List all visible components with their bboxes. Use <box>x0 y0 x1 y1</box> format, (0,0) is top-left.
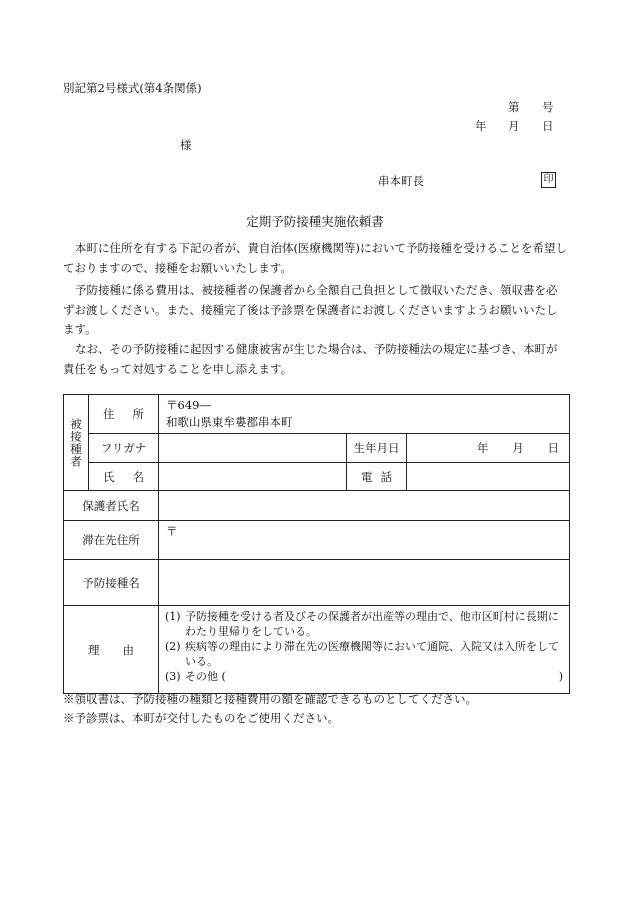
phone-label-a: 電 <box>361 469 373 484</box>
address-label-cell <box>89 395 159 434</box>
reason-number: (2) <box>165 640 181 653</box>
birthdate-label: 生年月日 <box>347 434 407 463</box>
vaccine-label: 予防接種名 <box>64 560 159 606</box>
number-go: 号 <box>542 100 554 114</box>
phone-label-b: 話 <box>380 469 392 484</box>
form-label: 別記第2号様式(第4条関係) <box>63 81 202 95</box>
reason-option[interactable] <box>165 609 563 639</box>
date-month: 月 <box>508 119 520 133</box>
phone-field[interactable] <box>407 463 570 491</box>
birthdate-year: 年 <box>476 441 489 455</box>
reason-label-cell <box>64 606 159 694</box>
stay-address-label: 滞在先住所 <box>64 521 159 560</box>
postal-prefix: 〒649― <box>166 398 211 412</box>
seal-mark: 印 <box>541 172 556 188</box>
paragraph-liability: なお、その予防接種に起因する健康被害が生じた場合は、予防接種法の規定に基づき、本町が責任をもって対処することを申し添えます。 <box>63 342 558 376</box>
address-value: 和歌山県東牟婁郡串本町 <box>166 415 293 429</box>
phone-label-cell <box>347 463 407 491</box>
note-receipt: ※領収書は、予防接種の種類と接種費用の額を確認できるものとしてください。 <box>63 692 477 706</box>
recipient-suffix: 様 <box>180 138 192 152</box>
guardian-field[interactable] <box>159 491 570 521</box>
guardian-label: 保護者氏名 <box>64 491 159 521</box>
name-field[interactable] <box>159 463 347 491</box>
stay-address-field[interactable] <box>159 521 570 560</box>
vaccine-field[interactable] <box>159 560 570 606</box>
address-label-b: 所 <box>132 407 144 421</box>
address-label-a: 住 <box>103 407 115 421</box>
reason-other-close: ) <box>558 670 564 683</box>
date-day: 日 <box>542 119 554 133</box>
subject-group-cell <box>64 395 89 491</box>
address-field[interactable] <box>159 395 570 434</box>
issuer-name: 串本町長 <box>378 174 424 188</box>
reason-option[interactable] <box>165 639 563 669</box>
reason-number: (1) <box>165 610 181 623</box>
note-questionnaire: ※予診票は、本町が交付したものをご使用ください。 <box>63 711 339 725</box>
reason-number: (3) <box>165 670 181 683</box>
name-label-b: 名 <box>132 469 144 484</box>
reason-other-input[interactable] <box>226 669 559 684</box>
paragraph-fees: 予防接種に係る費用は、被接種者の保護者から全額自己負担として徴収いただき、領収書を必ずお渡しください。また、接種完了後は予診票を保護者にお渡しくださいますようお願いいたします。 <box>63 283 558 336</box>
document-title: 定期予防接種実施依頼書 <box>246 214 384 229</box>
birthdate-day: 日 <box>547 441 560 455</box>
paragraph-request: 本町に住所を有する下記の者が、貴自治体(医療機関等)において予防接種を受けることを希望しておりますので、接種をお願いいたします。 <box>63 241 567 275</box>
furigana-field[interactable] <box>159 434 347 463</box>
reason-other-text: その他 ( <box>185 670 226 683</box>
name-label-a: 氏 <box>103 469 115 484</box>
form-table <box>63 394 570 694</box>
reason-label-b: 由 <box>122 642 134 657</box>
reason-option-other[interactable] <box>165 669 563 684</box>
name-label-cell <box>89 463 159 491</box>
furigana-label: フリガナ <box>89 434 159 463</box>
birthdate-field[interactable] <box>407 434 570 463</box>
reason-text: 疾病等の理由により滞在先の医療機関等において通院、入院又は入所をしている。 <box>185 640 559 668</box>
reason-field <box>159 606 570 694</box>
birthdate-month: 月 <box>512 441 524 455</box>
reason-text: 予防接種を受ける者及びその保護者が出産等の理由で、他市区町村に長期にわたり里帰りをしている。 <box>185 610 559 638</box>
date-year: 年 <box>475 119 487 133</box>
reason-label-a: 理 <box>88 642 100 657</box>
subject-group-label: 被接種者 <box>69 417 83 468</box>
number-dai: 第 <box>508 100 520 114</box>
stay-postal: 〒 <box>166 524 178 538</box>
